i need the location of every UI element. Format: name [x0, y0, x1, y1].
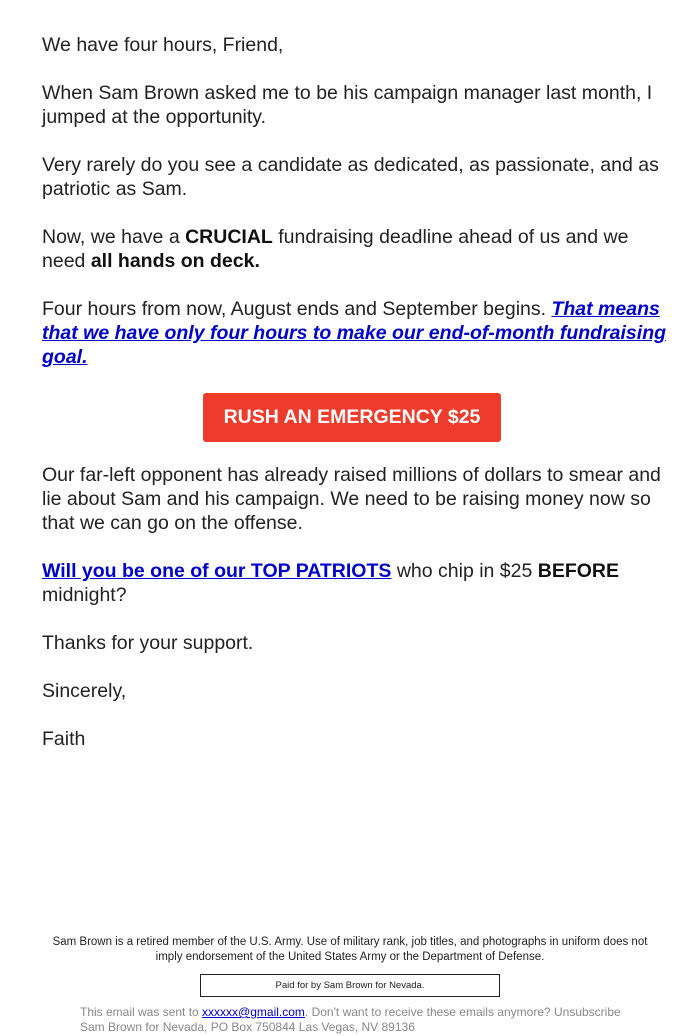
rush-emergency-button[interactable]: RUSH AN EMERGENCY $25 — [203, 393, 502, 442]
paragraph-deadline — [42, 225, 672, 273]
paragraph-candidate: Very rarely do you see a candidate as dedicated, as passionate, and as patriotic as Sam. — [42, 154, 659, 200]
paid-for-box: Paid for by Sam Brown for Nevada. — [200, 974, 500, 997]
unsubscribe-text[interactable]: . Don't want to receive these emails anymore? Unsubscribe — [304, 1005, 621, 1019]
footer-disclaimer: Sam Brown is a retired member of the U.S. Army. Use of military rank, job titles, and photographs in uniform does not imply endorsement of the United States Army or the Department of Defense. — [52, 936, 648, 963]
goal-link[interactable]: That means that we have only four hours to make our end-of-month fundraising goal. — [42, 298, 667, 368]
paragraph-opponent: Our far-left opponent has already raised millions of dollars to smear and lie about Sam and his campaign. We need to be raising money now so that we can go on the offense. — [42, 464, 661, 534]
chip-in-text: who chip in $25 — [391, 560, 538, 582]
top-patriots-link[interactable]: Will you be one of our TOP PATRIOTS — [42, 560, 392, 582]
footer-unsubscribe — [80, 1005, 680, 1035]
paragraph-campaign-manager: When Sam Brown asked me to be his campaign manager last month, I jumped at the opportunity. — [42, 82, 653, 128]
deadline-text-a: Now, we have a — [42, 226, 186, 248]
paragraph-top-patriots — [42, 559, 672, 607]
four-hours-text: Four hours from now, August ends and September begins. — [42, 298, 552, 320]
cta-container — [42, 393, 672, 442]
paragraph-thanks: Thanks for your support. — [42, 632, 254, 654]
sent-to-prefix: This email was sent to — [80, 1005, 203, 1019]
mailing-address: Sam Brown for Nevada, PO Box 750844 Las Vegas, NV 89136 — [80, 1020, 415, 1034]
paragraph-four-hours — [42, 297, 672, 369]
greeting: We have four hours, Friend, — [42, 34, 284, 56]
crucial-text: CRUCIAL — [185, 226, 273, 248]
sent-to-line — [80, 1005, 680, 1020]
signoff: Sincerely, — [42, 680, 127, 702]
before-text: BEFORE — [537, 560, 620, 582]
email-body — [42, 33, 672, 775]
signature: Faith — [42, 728, 86, 750]
deadline-text-c: fundraising deadline ahead of us and we need — [42, 226, 629, 272]
recipient-email-link[interactable]: xxxxxx@gmail.com — [202, 1005, 305, 1019]
midnight-text: midnight? — [42, 584, 127, 606]
all-hands-text: all hands on deck. — [90, 250, 260, 272]
